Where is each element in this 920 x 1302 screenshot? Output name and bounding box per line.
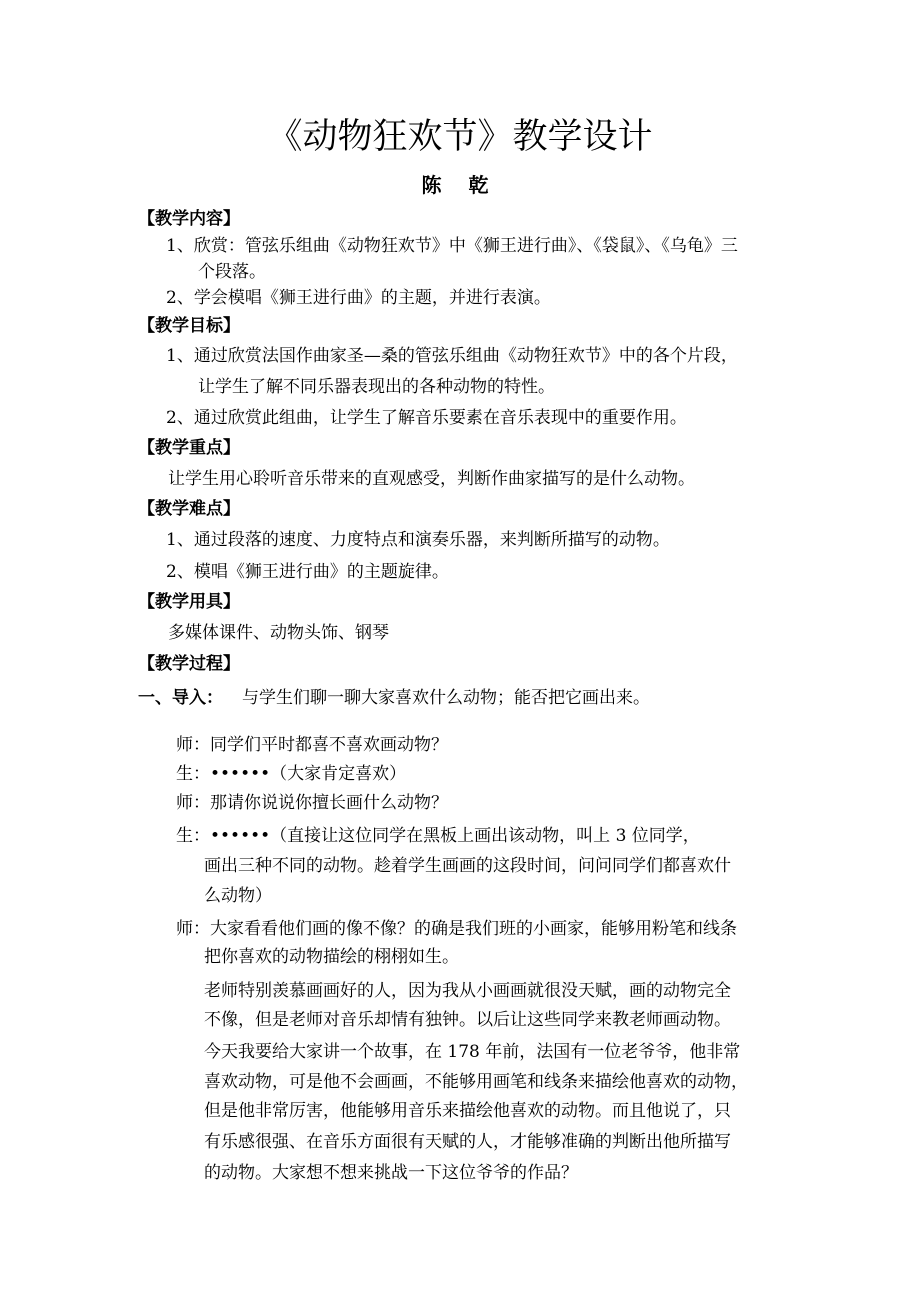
document-author: 陈 乾: [421, 173, 499, 197]
intro-text: 与学生们聊一聊大家喜欢什么动物；能否把它画出来。: [242, 688, 650, 708]
section-heading-difficulties: 【教学难点】: [138, 499, 240, 519]
section-heading-content: 【教学内容】: [138, 209, 240, 229]
content-item-1-line-1: 1、欣赏：管弦乐组曲《动物狂欢节》中《狮王进行曲》、《袋鼠》、《乌龟》三: [166, 236, 738, 256]
section-heading-process: 【教学过程】: [138, 654, 240, 674]
goals-item-1-line-1: 1、通过欣赏法国作曲家圣—桑的管弦乐组曲《动物狂欢节》中的各个片段，: [166, 346, 738, 366]
dialogue-teacher-3-line-1: 师：大家看看他们画的像不像？的确是我们班的小画家，能够用粉笔和线条: [176, 919, 737, 939]
content-item-2: 2、学会模唱《狮王进行曲》的主题，并进行表演。: [166, 288, 551, 308]
section-heading-tools: 【教学用具】: [138, 592, 240, 612]
dialogue-student-1: 生：••••••（大家肯定喜欢）: [176, 764, 407, 784]
content-item-1-line-2: 个段落。: [198, 262, 266, 282]
dialogue-teacher-1: 师：同学们平时都喜不喜欢画动物？: [176, 735, 448, 755]
goals-item-1-line-2: 让学生了解不同乐器表现出的各种动物的特性。: [198, 377, 555, 397]
section-heading-key-points: 【教学重点】: [138, 438, 240, 458]
dialogue-teacher-3-line-4: 不像，但是老师对音乐却情有独钟。以后让这些同学来教老师画动物。: [204, 1010, 731, 1030]
dialogue-student-2-line-1: 生：••••••（直接让这位同学在黑板上画出该动物，叫上 3 位同学，: [176, 826, 700, 846]
key-points-text: 让学生用心聆听音乐带来的直观感受，判断作曲家描写的是什么动物。: [168, 469, 695, 489]
dialogue-teacher-3-line-5: 今天我要给大家讲一个故事，在 178 年前，法国有一位老爷爷，他非常: [204, 1042, 741, 1062]
dialogue-teacher-3-line-3: 老师特别羡慕画画好的人，因为我从小画画就很没天赋，画的动物完全: [204, 981, 731, 1001]
dialogue-teacher-3-line-7: 但是他非常厉害，他能够用音乐来描绘他喜欢的动物。而且他说了，只: [204, 1101, 731, 1121]
dialogue-teacher-3-line-2: 把你喜欢的动物描绘的栩栩如生。: [204, 947, 459, 967]
tools-text: 多媒体课件、动物头饰、钢琴: [168, 623, 389, 643]
dialogue-teacher-2: 师：那请你说说你擅长画什么动物？: [176, 793, 448, 813]
document-title: 《动物狂欢节》教学设计: [267, 117, 653, 157]
dialogue-teacher-3-line-6: 喜欢动物，可是他不会画画，不能够用画笔和线条来描绘他喜欢的动物，: [204, 1072, 748, 1092]
intro-label: 一、导入：: [138, 688, 223, 708]
dialogue-teacher-3-line-8: 有乐感很强、在音乐方面很有天赋的人，才能够准确的判断出他所描写: [204, 1132, 731, 1152]
dialogue-teacher-3-line-9: 的动物。大家想不想来挑战一下这位爷爷的作品？: [204, 1163, 578, 1183]
goals-item-2: 2、通过欣赏此组曲，让学生了解音乐要素在音乐表现中的重要作用。: [166, 408, 687, 428]
dialogue-student-2-line-2: 画出三种不同的动物。趁着学生画画的这段时间，问问同学们都喜欢什: [204, 856, 731, 876]
dialogue-student-2-line-3: 么动物）: [204, 886, 272, 906]
difficulties-item-2: 2、模唱《狮王进行曲》的主题旋律。: [166, 562, 449, 582]
section-heading-goals: 【教学目标】: [138, 316, 240, 336]
difficulties-item-1: 1、通过段落的速度、力度特点和演奏乐器，来判断所描写的动物。: [166, 530, 670, 550]
